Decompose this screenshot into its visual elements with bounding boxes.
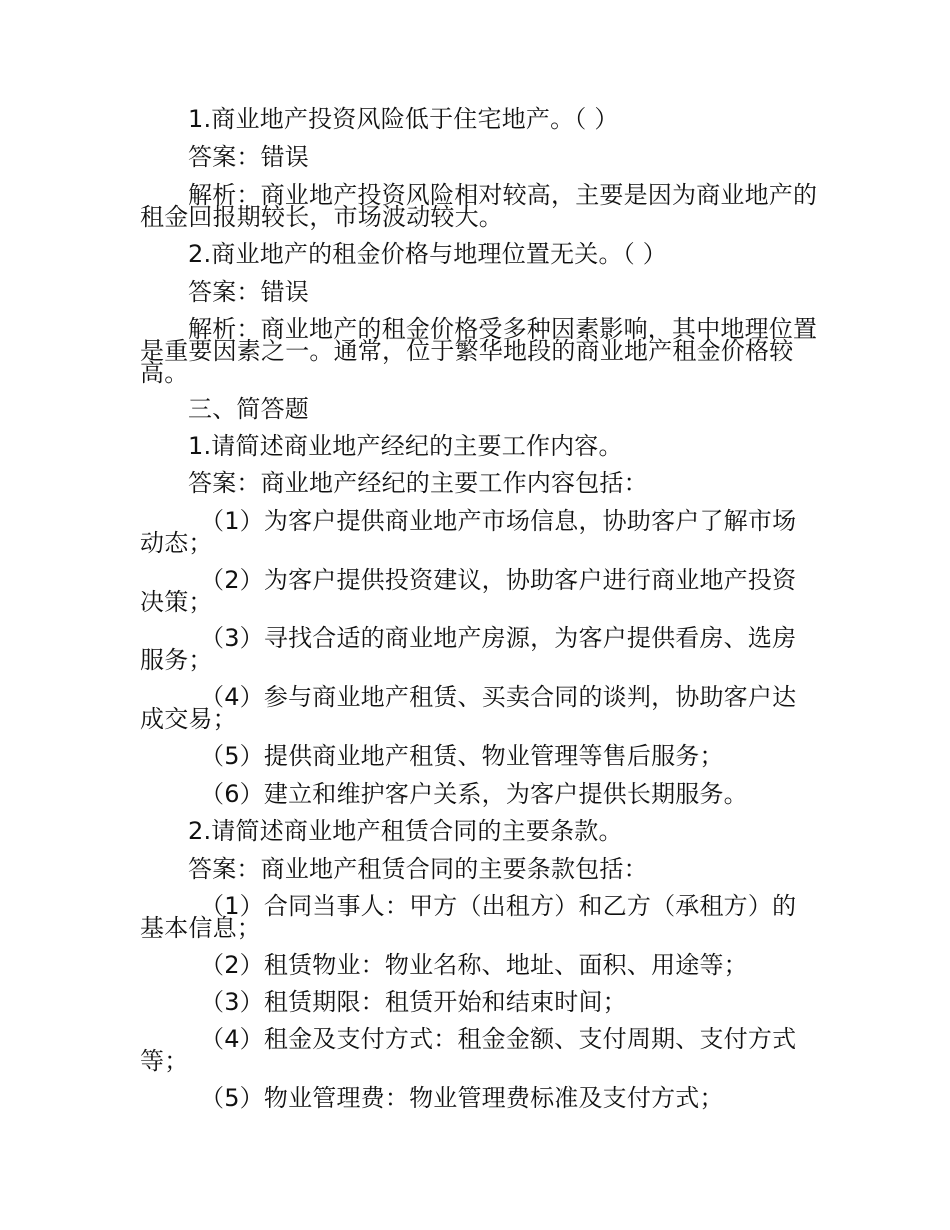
- short-answer-1-question: 1.请简述商业地产经纪的主要工作内容。: [188, 432, 623, 460]
- list-item: （2）租赁物业：物业名称、地址、面积、用途等；: [200, 951, 748, 979]
- list-item: （4）参与商业地产租赁、买卖合同的谈判，协助客户达成交易；: [140, 683, 797, 733]
- question-2-answer: 答案：错误: [188, 278, 309, 306]
- question-1-statement: 1.商业地产投资风险低于住宅地产。（ ）: [188, 105, 619, 133]
- question-1-answer: 答案：错误: [188, 143, 309, 171]
- question-2-statement: 2.商业地产的租金价格与地理位置无关。（ ）: [188, 240, 667, 268]
- list-item: （3）租赁期限：租赁开始和结束时间；: [200, 988, 627, 1016]
- list-item: （5）提供商业地产租赁、物业管理等售后服务；: [200, 742, 724, 770]
- short-answer-1-answer: 答案：商业地产经纪的主要工作内容包括：: [188, 469, 648, 497]
- short-answer-2-answer: 答案：商业地产租赁合同的主要条款包括：: [188, 855, 648, 883]
- list-item: （1）为客户提供商业地产市场信息，协助客户了解市场动态；: [140, 507, 797, 557]
- question-2-explanation: 解析：商业地产的租金价格受多种因素影响，其中地理位置是重要因素之一。通常，位于繁华地段的商业地产租金价格较高。: [140, 315, 818, 387]
- list-item: （4）租金及支付方式：租金金额、支付周期、支付方式等；: [140, 1025, 797, 1075]
- short-answer-2-question: 2.请简述商业地产租赁合同的主要条款。: [188, 817, 623, 845]
- list-item: （3）寻找合适的商业地产房源，为客户提供看房、选房服务；: [140, 624, 797, 674]
- list-item: （6）建立和维护客户关系，为客户提供长期服务。: [200, 780, 748, 808]
- section-heading: 三、简答题: [188, 395, 309, 423]
- list-item: （5）物业管理费：物业管理费标准及支付方式；: [200, 1084, 724, 1112]
- question-1-explanation: 解析：商业地产投资风险相对较高，主要是因为商业地产的租金回报期较长，市场波动较大。: [140, 181, 818, 231]
- list-item: （1）合同当事人：甲方（出租方）和乙方（承租方）的基本信息；: [140, 892, 797, 942]
- list-item: （2）为客户提供投资建议，协助客户进行商业地产投资决策；: [140, 566, 797, 616]
